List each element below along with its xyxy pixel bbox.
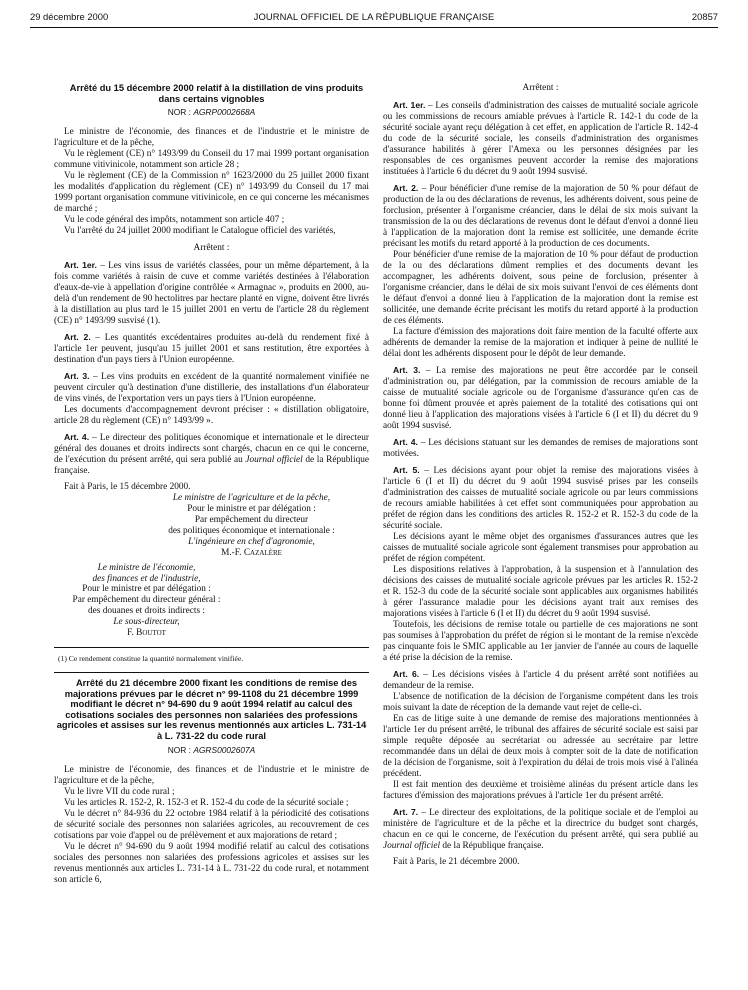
- article-paragraph: [383, 365, 698, 432]
- article-number: Art. 4.: [64, 432, 90, 443]
- article-text: La facture d'émission des majorations doit faire mention de la faculté offerte aux adhérents de demander la remise de la majoration et indiquer à peine de nullité le délai dont les adhérents disposent pour le dépôt de leur demande.: [383, 327, 698, 359]
- article-text: Il est fait mention des deuxième et troisième alinéas du présent article dans les factures d'émission des majorations prévues à l'article 1er du présent arrêté.: [383, 780, 698, 801]
- article-text: Les décisions ayant le même objet des organismes d'assurances autres que les caisses de mutualité sociale agricole sont également transmises pour approbation au préfet de région compétent.: [383, 532, 698, 564]
- article-paragraph: [54, 371, 369, 405]
- article-text: L'absence de notification de la décision de l'organisme compétent dans les trois mois suivant la date de réception de la demande vaut rejet de celle-ci.: [383, 692, 698, 713]
- article-text: – Le directeur des politiques économique et internationale et le directeur général des douanes et droits indirects sont chargés, chacun en ce qui le concerne, de l'exécution du présent arrêté, qui sera publié au: [54, 433, 369, 466]
- sig-line: Par empêchement du directeur général :: [72, 595, 221, 606]
- article-paragraph: [383, 780, 698, 802]
- nor-code: AGRS0002607A: [193, 744, 256, 755]
- preamble-paragraph: Vu le règlement (CE) n° 1493/99 du Conseil du 17 mai 1999 portant organisation commune vitivinicole, notamment son article 28 ;: [54, 149, 369, 171]
- header-date: 29 décembre 2000: [30, 11, 109, 22]
- arrete-2-title: Arrêté du 21 décembre 2000 fixant les conditions de remise des majorations prévues par le décret n° 99-1108 du 21 décembre 1999 modifiant le décret n° 94-690 du 9 août 1994 relatif au calcul des cotisations sociales des personnes non salariées des professions agricoles et assises sur les revenus mentionnés aux articles L. 731-14 à L. 731-22 du code rural: [56, 677, 367, 741]
- header-journal-title: JOURNAL OFFICIEL DE LA RÉPUBLIQUE FRANÇAISE: [253, 11, 495, 22]
- sig-line: L'ingénieure en chef d'agronomie,: [188, 536, 315, 547]
- article-text: – Les quantités excédentaires produites au-delà du rendement fixé à l'article 1er peuvent, jusqu'au 15 juillet 2001 et sans restitution, être exportées à destination d'un pays tiers à l'Union européenne.: [54, 333, 369, 366]
- nor-code: AGRP0002668A: [193, 107, 256, 118]
- nor-prefix: NOR :: [167, 744, 194, 755]
- article-text: En cas de litige suite à une demande de remise des majorations mentionnées à l'article 1er du présent arrêté, le tribunal des affaires de sécurité sociale est saisi par simple requête déposée au secrétariat ou adressée au secrétaire par lettre recommandée dans un délai de deux mois à compter soit de la date de notification de la décision de l'organisme, soit à l'expiration du délai de trois mois visé à l'alinéa précédent.: [383, 714, 698, 779]
- article-paragraph: [383, 250, 698, 327]
- article-number: Art. 4.: [393, 437, 418, 447]
- article-text-end: de la République française.: [54, 455, 369, 477]
- arrete-2-arretent: Arrêtent :: [522, 83, 559, 93]
- article-number: Art. 5.: [393, 465, 420, 475]
- article-paragraph: [383, 714, 698, 780]
- arrete-1-title: Arrêté du 15 décembre 2000 relatif à la distillation de vins produits dans certains vignobles: [69, 83, 364, 104]
- article-text: Toutefois, les décisions de remise totale ou partielle de ces majorations ne sont pas soumises à l'approbation du préfet de région si le montant de la remise n'excède pas cinquante fois le SMIC applicable au 1er janvier de l'année au cours de laquelle a été prise la décision de la remise.: [383, 620, 698, 663]
- arrete-2-fait: Fait à Paris, le 21 décembre 2000.: [393, 857, 520, 867]
- article-paragraph: [383, 183, 698, 250]
- article-paragraph: [383, 465, 698, 532]
- signature-economie: [54, 563, 239, 639]
- left-column: [54, 83, 369, 886]
- article-text: – Les décisions ayant pour objet la remise des majorations visées à l'article 6 (I et II) du décret du 9 août 1994 susvisé prises par les conseils d'administration des caisses de mutualité sociale agricole ou par leurs commissions de recours amiable habilitées à cet effet sont communiquées pour approbation au préfet de région dans les conditions des articles R. 152-2 et R. 152-3 du code de la sécurité sociale.: [383, 466, 698, 531]
- arrete-2-preamble: [54, 765, 369, 886]
- sig-line: des finances et de l'industrie,: [92, 573, 201, 584]
- sig-line: Pour le ministre et par délégation :: [187, 504, 316, 515]
- preamble-paragraph: Le ministre de l'économie, des finances et de l'industrie et le ministre de l'agriculture et de la pêche,: [54, 127, 369, 149]
- preamble-paragraph: Vu le décret n° 94-690 du 9 août 1994 modifié relatif au calcul des cotisations sociales des personnes non salariées des professions agricoles et assises sur les revenus mentionnés aux articles L. 731-14 à L. 731-22 du code rural, et notamment son article 6,: [54, 841, 369, 885]
- preamble-paragraph: Vu l'arrêté du 24 juillet 2000 modifiant le Catalogue officiel des variétés,: [64, 226, 336, 237]
- article-text-end: de la République française.: [440, 841, 544, 851]
- arrete-2-article-7: [383, 807, 698, 852]
- article-number: Art. 7.: [393, 807, 419, 817]
- arrete-1-arretent: Arrêtent :: [193, 243, 230, 254]
- right-column: [383, 83, 698, 868]
- arrete-1-article-4: [54, 432, 369, 477]
- arrete-1-fait: Fait à Paris, le 15 décembre 2000.: [64, 482, 191, 493]
- sig-name: F. Boutot: [127, 628, 166, 639]
- arrete-1-preamble: [54, 127, 369, 237]
- sig-line: Le sous-directeur,: [113, 617, 180, 628]
- article-number: Art. 1er.: [393, 100, 426, 110]
- signature-agriculture: [134, 493, 369, 558]
- article-paragraph: [383, 692, 698, 714]
- article-text: – Les vins issus de variétés classées, pour un même département, à la fois comme variétés à raisin de cuve et comme variétés destinées à l'élaboration d'eaux-de-vie à appellation d'origine contrôlée « Armagnac », produits en 2000, au-delà d'un rendement de 90 hectolitres par hectare planté en vigne, doivent être livrés à la distillation au plus tard le 15 juillet 2001 en vertu de l'article 28 du règlement (CE) n° 1493/99 susvisé (1).: [54, 261, 369, 327]
- article-number: Art. 2.: [393, 183, 419, 193]
- sig-name: M.-F. Cazalère: [221, 547, 282, 558]
- article-number: Art. 6.: [393, 669, 420, 679]
- article-number: Art. 3.: [393, 365, 421, 375]
- sig-line: des douanes et droits indirects :: [88, 606, 205, 617]
- preamble-paragraph: Vu les articles R. 152-2, R. 152-3 et R. 152-4 du code de la sécurité sociale ;: [64, 797, 349, 808]
- preamble-paragraph: Vu le règlement (CE) de la Commission n° 1623/2000 du 25 juillet 2000 fixant les modalités d'application du règlement (CE) n° 1493/99 du Conseil du 17 mai 1999 portant organisation commune vitivinicole, en ce qui concerne les mécanismes de marché ;: [54, 171, 369, 215]
- arrete-2: [54, 678, 369, 886]
- article-text: – Les décisions statuant sur les demandes de remises de majorations sont motivées.: [383, 438, 698, 459]
- article-paragraph: [383, 620, 698, 664]
- nor-prefix: NOR :: [167, 107, 194, 118]
- arrete-1-articles: [54, 260, 369, 405]
- article-number: Art. 1er.: [64, 260, 97, 271]
- article-paragraph: [383, 327, 698, 360]
- journal-name: Journal officiel: [245, 455, 303, 466]
- footnote-separator: [54, 647, 369, 648]
- preamble-paragraph: Vu le décret n° 84-936 du 22 octobre 1984 relatif à la périodicité des cotisations de sécurité sociale des personnes non salariées agricoles, au recouvrement de ces cotisations par voie d'appel ou de prélèvement et aux majorations de retard ;: [54, 808, 369, 841]
- article-text: Pour bénéficier d'une remise de la majoration de 10 % pour défaut de production de la ou des déclarations dûment remplies et des documents devant les accompagner, les adhérents doivent, sous peine de forclusion, présenter à l'organisme créancier, dans le délai de six mois suivant l'envoi de ces éléments dont le défaut d'envoi a donné lieu à l'application de la majoration dont la remise est sollicitée, une demande écrite précisant les motifs du retard apporté à la production de ces éléments.: [383, 250, 698, 326]
- page-header: [30, 6, 718, 28]
- arrete-1-art3-extra: Les documents d'accompagnement devront préciser : « distillation obligatoire, article 28 du règlement (CE) n° 1493/99 ».: [54, 405, 369, 427]
- article-text: – Les décisions visées à l'article 4 du présent arrêté sont notifiées au demandeur de la remise.: [383, 670, 698, 691]
- journal-name: Journal officiel: [383, 841, 441, 851]
- article-paragraph: [383, 565, 698, 620]
- section-separator: [54, 672, 369, 673]
- article-number: Art. 3.: [64, 371, 90, 382]
- arrete-1: [54, 83, 369, 673]
- header-page-number: 20857: [691, 11, 718, 22]
- article-paragraph: [383, 532, 698, 565]
- article-text: – La remise des majorations ne peut être accordée par le conseil d'administration ou, par délégation, par la commission de recours amiable de la caisse de mutualité sociale agricole ou de l'organisme d'assurance qu'en cas de bonne foi dûment prouvée et après paiement de la totalité des cotisations qui ont donné lieu à l'application des majorations visées à l'article 6 (I et II) du décret du 9 août 1994 susvisé.: [383, 366, 699, 431]
- sig-line: Le ministre de l'économie,: [97, 562, 196, 573]
- preamble-paragraph: Vu le code général des impôts, notamment son article 407 ;: [64, 215, 285, 226]
- footnote: (1) Ce rendement constitue la quantité normalement vinifiée.: [58, 653, 244, 663]
- sig-line: Pour le ministre et par délégation :: [82, 584, 211, 595]
- arrete-2-nor: [54, 745, 369, 756]
- sig-line: Par empêchement du directeur: [194, 515, 309, 525]
- article-paragraph: [383, 100, 698, 178]
- article-text: Les dispositions relatives à l'approbation, à la suspension et à l'annulation des décisions des caisses de mutualité sociale agricole prévues par les articles R. 152-2 et R. 152-3 du code de la sécurité sociale sont applicables aux organismes habilités à gérer l'assurance maladie pour les décisions ayant trait aux remises des majorations visées à l'article 6 (I et II) du décret du 9 août 1994 susvisé.: [383, 565, 698, 619]
- article-paragraph: [54, 332, 369, 366]
- preamble-paragraph: Le ministre de l'économie, des finances et de l'industrie et le ministre de l'agriculture et de la pêche,: [54, 764, 369, 786]
- article-text: – Les vins produits en excédent de la quantité normalement vinifiée ne peuvent circuler qu'à destination d'une distillerie, des installations d'un élaborateur de vins vinés, de l'exportation vers un pays tiers à l'Union européenne.: [54, 372, 369, 405]
- article-number: Art. 2.: [64, 332, 91, 343]
- preamble-paragraph: Vu le livre VII du code rural ;: [64, 786, 175, 797]
- arrete-2-articles: [383, 100, 698, 802]
- article-text: – Le directeur des exploitations, de la politique sociale et de l'emploi au ministère de l'agriculture et de la pêche et la directrice du budget sont chargés, chacun en ce qui le concerne, de l'exécution du présent arrêté, qui sera publié au: [383, 808, 698, 840]
- arrete-1-nor: [54, 107, 369, 118]
- sig-line: Le ministre de l'agriculture et de la pêche,: [172, 493, 331, 504]
- article-text: – Les conseils d'administration des caisses de mutualité sociale agricole ou les commissions de recours amiable prévues à l'article R. 142-1 du code de la sécurité sociale ayant reçu délégation à cet effet, en application de l'article R. 142-4 du code de la sécurité sociale, les conseils d'administration des organismes d'assurance habilités à gérer l'Amexa ou les personnes désignées par les responsables de ces organismes peuvent accorder la remise des majorations instituées à l'article 6 du décret du 9 août 1994 susvisé.: [383, 101, 698, 177]
- article-text: – Pour bénéficier d'une remise de la majoration de 50 % pour défaut de production de la ou des déclarations de revenus, les adhérents doivent, sous peine de forclusion, présenter à l'organisme créancier, dans le délai de six mois suivant la transmission de la ou des déclarations de revenus dont le défaut d'envoi a donné lieu à l'application de la majoration dont la remise est sollicitée, une demande écrite précisant les motifs du retard apporté à la production de ces documents.: [383, 184, 698, 249]
- sig-line: des politiques économique et internationale :: [168, 525, 335, 536]
- article-paragraph: [383, 437, 698, 460]
- article-paragraph: [54, 260, 369, 327]
- article-paragraph: [383, 669, 698, 692]
